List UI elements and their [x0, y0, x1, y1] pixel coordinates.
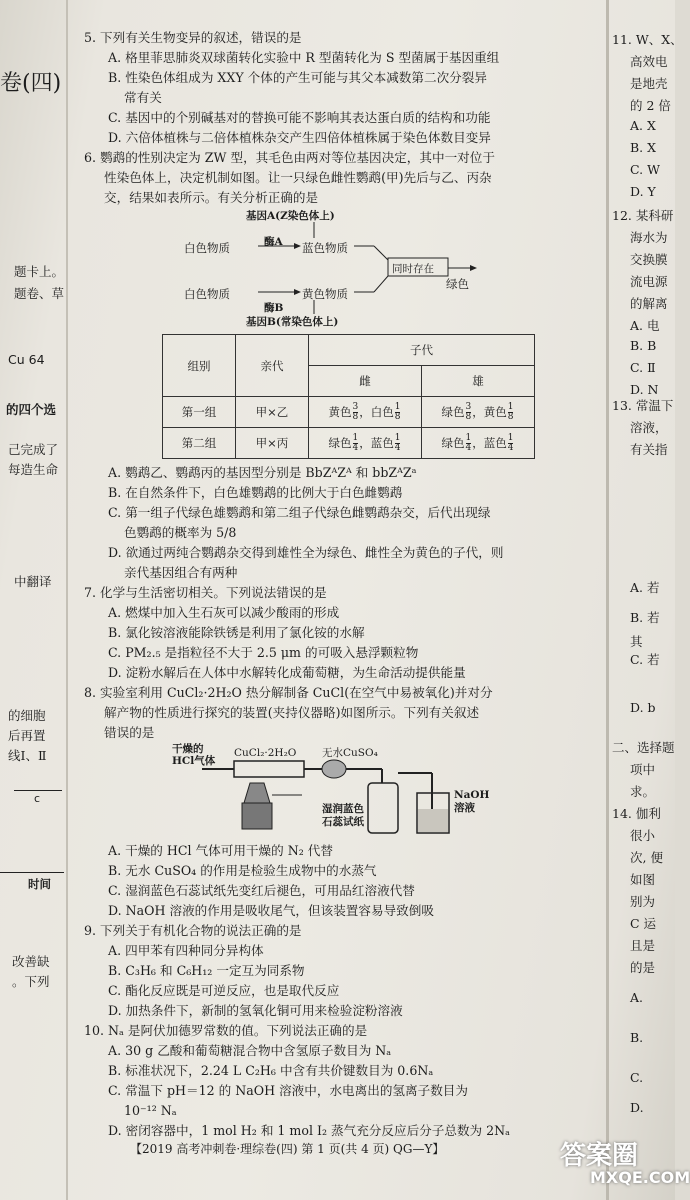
- row-female: 绿色 $\frac{1}{4}$ ，蓝色 $\frac{1}{4}$: [309, 428, 422, 459]
- right-fragment: D. N: [630, 382, 659, 397]
- right-fragment: 很小: [630, 828, 656, 843]
- right-fragment: 有关指: [630, 442, 668, 457]
- right-fragment: D. Y: [630, 184, 656, 199]
- right-fragment: 项中: [630, 762, 656, 777]
- question-9-stem: 9. 下列关于有机化合物的说法正确的是: [84, 923, 302, 938]
- table-header-male: 雄: [422, 366, 535, 397]
- q9-option-d: D. 加热条件下，新制的氢氧化铜可用来检验淀粉溶液: [108, 1003, 403, 1018]
- question-5-stem: 5. 下列有关生物变异的叙述，错误的是: [84, 30, 302, 45]
- right-fragment: C. Ⅱ: [630, 360, 656, 375]
- left-title: 卷(四): [0, 71, 62, 96]
- q5-option-b-cont: 常有关: [124, 90, 162, 105]
- right-fragment: D.: [630, 1100, 644, 1115]
- row-parents: 甲×乙: [236, 397, 309, 428]
- litmus-label: 湿润蓝色 石蕊试纸: [322, 803, 364, 828]
- right-fragment: B. B: [630, 338, 657, 353]
- apparatus-diagram: [172, 743, 512, 841]
- right-fragment: 其: [630, 634, 643, 649]
- q6-option-d: D. 欲通过两纯合鹦鹉杂交得到雄性全为绿色、雌性全为黄色的子代，则: [108, 545, 504, 560]
- right-fragment: C. 若: [630, 652, 660, 667]
- left-fragment: 时间: [28, 877, 51, 891]
- right-fragment: 海水为: [630, 230, 668, 245]
- left-fragment: 题卡上。: [14, 264, 65, 279]
- row-male: 绿色 $\frac{3}{8}$ ，黄色 $\frac{1}{8}$: [422, 397, 535, 428]
- table-header-female: 雌: [309, 366, 422, 397]
- q7-option-d: D. 淀粉水解后在人体中水解转化成葡萄糖，为生命活动提供能量: [108, 665, 466, 680]
- table-row: [163, 428, 535, 459]
- right-fragment: 14. 伽利: [612, 806, 661, 821]
- left-fragment: 题卷、草: [14, 286, 65, 301]
- page-fold-right: [606, 0, 609, 1200]
- q5-option-c: C. 基因中的个别碱基对的替换可能不影响其表达蛋白质的结构和功能: [108, 110, 491, 125]
- q10-option-a: A. 30 g 乙酸和葡萄糖混合物中含氢原子数目为 Nₐ: [108, 1043, 392, 1058]
- q6-option-a: A. 鹦鹉乙、鹦鹉丙的基因型分别是 BbZᴬZᴬ 和 bbZᴬZᵃ: [108, 465, 417, 480]
- gene-b-label: 基因B(常染色体上): [246, 316, 339, 328]
- q6-option-c-cont: 色鹦鹉的概率为 5/8: [124, 525, 237, 540]
- main-column: [84, 28, 600, 1141]
- left-fragment: 改善缺: [12, 954, 50, 969]
- row-group: 第二组: [163, 428, 236, 459]
- left-fragment: 后再置: [8, 728, 46, 743]
- enzyme-a-label: 酶A: [264, 236, 283, 248]
- page-footer: 【2019 高考冲刺卷·理综卷(四) 第 1 页(共 4 页) QG—Y】: [130, 1142, 445, 1156]
- enzyme-b-label: 酶B: [264, 302, 284, 314]
- question-7-stem: 7. 化学与生活密切相关。下列说法错误的是: [84, 585, 327, 600]
- row-group: 第一组: [163, 397, 236, 428]
- white-substance-1: 白色物质: [184, 241, 230, 255]
- right-fragment: 求。: [630, 784, 656, 799]
- right-fragment: 别为: [630, 894, 656, 909]
- q6-option-d-cont: 亲代基因组合有两种: [124, 565, 238, 580]
- right-fragment: 12. 某科研: [612, 208, 674, 223]
- right-margin-column: [612, 0, 683, 1200]
- q10-option-b: B. 标准状况下，2.24 L C₂H₆ 中含有共价键数目为 0.6Nₐ: [108, 1063, 434, 1078]
- row-female: 黄色 $\frac{3}{8}$ ，白色 $\frac{1}{8}$: [309, 397, 422, 428]
- right-fragment: A. X: [630, 118, 656, 133]
- right-fragment: C.: [630, 1070, 644, 1085]
- q8-stem-cont: 解产物的性质进行探究的装置(夹持仪器略)如图所示。下列有关叙述: [104, 705, 480, 720]
- right-fragment: A. 电: [630, 318, 660, 333]
- right-fragment: 13. 常温下: [612, 398, 674, 413]
- gene-pathway-diagram: [184, 208, 484, 330]
- q6-option-c: C. 第一组子代绿色雄鹦鹉和第二组子代绿色雌鹦鹉杂交，后代出现绿: [108, 505, 491, 520]
- q9-option-a: A. 四甲苯有四种同分异构体: [108, 943, 264, 958]
- left-fragment: 己完成了: [8, 442, 59, 457]
- q9-option-c: C. 酯化反应既是可逆反应，也是取代反应: [108, 983, 340, 998]
- gene-a-label: 基因A(Z染色体上): [246, 210, 335, 222]
- cuso4-label: 无水CuSO₄: [322, 747, 378, 759]
- left-fragment: 的四个选: [6, 402, 57, 417]
- q8-option-a: A. 干燥的 HCl 气体可用干燥的 N₂ 代替: [108, 843, 333, 858]
- right-fragment: 11. W、X、: [612, 32, 683, 47]
- right-fragment: 溶液，: [630, 420, 668, 435]
- q9-option-b: B. C₃H₆ 和 C₆H₁₂ 一定互为同系物: [108, 963, 305, 978]
- q7-option-a: A. 燃煤中加入生石灰可以减少酸雨的形成: [108, 605, 340, 620]
- right-fragment: 的 2 倍: [630, 98, 671, 113]
- right-fragment: C. W: [630, 162, 660, 177]
- left-fragment: 的细胞: [8, 708, 46, 723]
- right-fragment: 二、选择题: [612, 740, 675, 755]
- watermark-logo: 答案圈: [560, 1141, 639, 1171]
- q8-option-c: C. 湿润蓝色石蕊试纸先变红后褪色，可用品红溶液代替: [108, 883, 415, 898]
- question-6-stem: 6. 鹦鹉的性别决定为 ZW 型，其毛色由两对等位基因决定，其中一对位于: [84, 150, 495, 165]
- right-fragment: B. 若: [630, 610, 660, 625]
- left-axis-line2: [0, 872, 64, 873]
- row-male: 绿色 $\frac{1}{4}$ ，蓝色 $\frac{1}{4}$: [422, 428, 535, 459]
- page-fold-left: [66, 0, 68, 1200]
- right-fragment: 的是: [630, 960, 656, 975]
- left-fragment: 线Ⅰ、Ⅱ: [8, 748, 47, 763]
- q10-option-c-cont: 10⁻¹² Nₐ: [124, 1103, 177, 1118]
- q10-option-c: C. 常温下 pH＝12 的 NaOH 溶液中，水电离出的氢离子数目为: [108, 1083, 468, 1098]
- row-parents: 甲×丙: [236, 428, 309, 459]
- table-header-parents: 亲代: [236, 335, 309, 397]
- left-fragment: Cu 64: [8, 352, 45, 367]
- question-8-stem: 8. 实验室利用 CuCl₂·2H₂O 热分解制备 CuCl(在空气中易被氧化)并对分: [84, 685, 493, 700]
- coexist-box: 同时存在: [392, 263, 434, 275]
- right-fragment: 交换膜: [630, 252, 668, 267]
- question-10-stem: 10. Nₐ 是阿伏加德罗常数的值。下列说法正确的是: [84, 1023, 368, 1038]
- right-fragment: B. X: [630, 140, 657, 155]
- left-margin-column: [0, 0, 64, 1200]
- blue-substance: 蓝色物质: [302, 241, 348, 255]
- q8-stem-cont: 错误的是: [104, 725, 155, 740]
- table-header-group: 组别: [163, 335, 236, 397]
- right-fragment: D. b: [630, 700, 656, 715]
- q6-stem-cont: 性染色体上，决定机制如图。让一只绿色雌性鹦鹉(甲)先后与乙、丙杂: [104, 170, 492, 185]
- q5-option-d: D. 六倍体植株与二倍体植株杂交产生四倍体植株属于染色体数目变异: [108, 130, 491, 145]
- right-fragment: 且是: [630, 938, 656, 953]
- cross-results-table: [162, 334, 535, 459]
- dry-hcl-label: 干燥的 HCl气体: [172, 743, 216, 767]
- right-fragment: 次, 便: [630, 850, 663, 865]
- q8-option-d: D. NaOH 溶液的作用是吸收尾气，但该装置容易导致倒吸: [108, 903, 434, 918]
- watermark-url: MXQE.COM: [590, 1168, 690, 1187]
- q6-stem-cont: 交，结果如表所示。有关分析正确的是: [104, 190, 319, 205]
- table-header-offspring: 子代: [309, 335, 535, 366]
- right-fragment: B.: [630, 1030, 644, 1045]
- right-fragment: A. 若: [630, 580, 660, 595]
- left-fragment: 中翻译: [14, 574, 52, 589]
- left-fragment: 。下列: [12, 974, 50, 989]
- right-fragment: 流电源: [630, 274, 668, 289]
- q7-option-b: B. 氯化铵溶液能除铁锈是利用了氯化铵的水解: [108, 625, 365, 640]
- q6-option-b: B. 在自然条件下，白色雄鹦鹉的比例大于白色雌鹦鹉: [108, 485, 403, 500]
- green-result: 绿色: [446, 277, 469, 291]
- right-fragment: A.: [630, 990, 644, 1005]
- left-fragment: c: [34, 792, 41, 805]
- white-substance-2: 白色物质: [184, 287, 230, 301]
- table-row: [163, 397, 535, 428]
- cucl2-label: CuCl₂·2H₂O: [234, 747, 297, 759]
- right-fragment: 的解离: [630, 296, 668, 311]
- right-fragment: C 运: [630, 916, 657, 931]
- left-axis-line: [14, 790, 62, 791]
- left-fragment: 每造生命: [8, 462, 59, 477]
- q7-option-c: C. PM₂.₅ 是指粒径不大于 2.5 μm 的可吸入悬浮颗粒物: [108, 645, 419, 660]
- right-fragment: 高效电: [630, 54, 668, 69]
- q5-option-a: A. 格里菲思肺炎双球菌转化实验中 R 型菌转化为 S 型菌属于基因重组: [108, 50, 500, 65]
- yellow-substance: 黄色物质: [302, 287, 348, 301]
- q5-option-b: B. 性染色体组成为 XXY 个体的产生可能与其父本减数第二次分裂异: [108, 70, 487, 85]
- naoh-label: NaOH 溶液: [454, 789, 490, 814]
- right-fragment: 是地壳: [630, 76, 668, 91]
- right-fragment: 如图: [630, 872, 656, 887]
- q10-option-d: D. 密闭容器中，1 mol H₂ 和 1 mol I₂ 蒸气充分反应后分子总数为 2Nₐ: [108, 1123, 511, 1138]
- q8-option-b: B. 无水 CuSO₄ 的作用是检验生成物中的水蒸气: [108, 863, 377, 878]
